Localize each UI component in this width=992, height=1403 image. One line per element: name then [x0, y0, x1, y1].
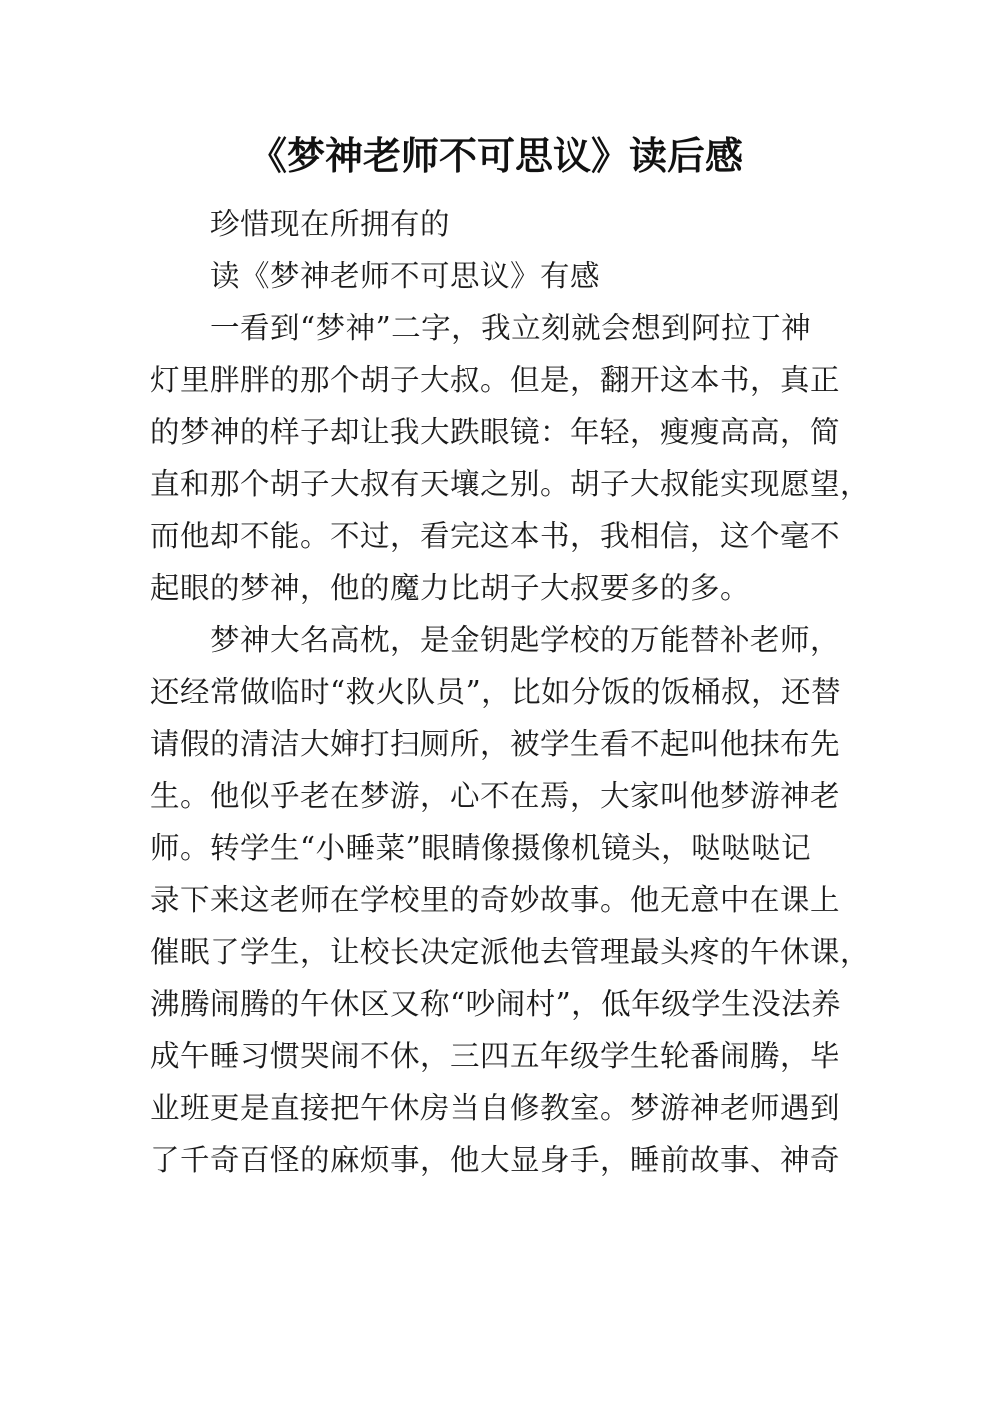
paragraph-2-line: 了千奇百怪的麻烦事，他大显身手，睡前故事、神奇 — [150, 1143, 841, 1177]
subtitle-line-1: 珍惜现在所拥有的 — [210, 207, 451, 241]
subtitle-line — [150, 250, 850, 302]
paragraph-2-line: 业班更是直接把午休房当自修教室。梦游神老师遇到 — [150, 1091, 841, 1125]
paragraph-2-line: 催眠了学生，让校长决定派他去管理最头疼的午休课， — [150, 935, 871, 969]
paragraph-2-line: 沸腾闹腾的午休区又称“吵闹村”，低年级学生没法养 — [150, 987, 842, 1021]
paragraph-2-line: 成午睡习惯哭闹不休，三四五年级学生轮番闹腾，毕 — [150, 1039, 841, 1073]
subtitle-line — [150, 198, 850, 250]
paragraph-2-line: 师。转学生“小睡菜”眼睛像摄像机镜头，哒哒哒记 — [150, 831, 812, 865]
paragraph-2-line: 梦神大名高枕，是金钥匙学校的万能替补老师， — [210, 623, 841, 657]
document-title: 《梦神老师不可思议》读后感 — [248, 134, 743, 178]
paragraph-1-line: 灯里胖胖的那个胡子大叔。但是，翻开这本书，真正 — [150, 363, 841, 397]
paragraph-2 — [150, 614, 871, 1186]
paragraph-1-line: 的梦神的样子却让我大跌眼镜：年轻，瘦瘦高高，简 — [150, 415, 841, 449]
paragraph-1-line: 而他却不能。不过，看完这本书，我相信，这个毫不 — [150, 519, 841, 553]
paragraph-1-line: 一看到“梦神”二字，我立刻就会想到阿拉丁神 — [210, 311, 812, 345]
subtitle-line-2: 读《梦神老师不可思议》有感 — [210, 259, 601, 293]
paragraph-2-line: 请假的清洁大婶打扫厕所，被学生看不起叫他抹布先 — [150, 727, 841, 761]
paragraph-2-line: 还经常做临时“救火队员”，比如分饭的饭桶叔，还替 — [150, 675, 842, 709]
paragraph-1 — [150, 302, 871, 614]
paragraph-1-line: 起眼的梦神，他的魔力比胡子大叔要多的多。 — [150, 571, 751, 605]
paragraph-1-line: 直和那个胡子大叔有天壤之别。胡子大叔能实现愿望， — [150, 467, 871, 501]
paragraph-2-line: 录下来这老师在学校里的奇妙故事。他无意中在课上 — [150, 883, 841, 917]
paragraph-2-line: 生。他似乎老在梦游，心不在焉，大家叫他梦游神老 — [150, 779, 841, 813]
document-body — [150, 198, 871, 1186]
